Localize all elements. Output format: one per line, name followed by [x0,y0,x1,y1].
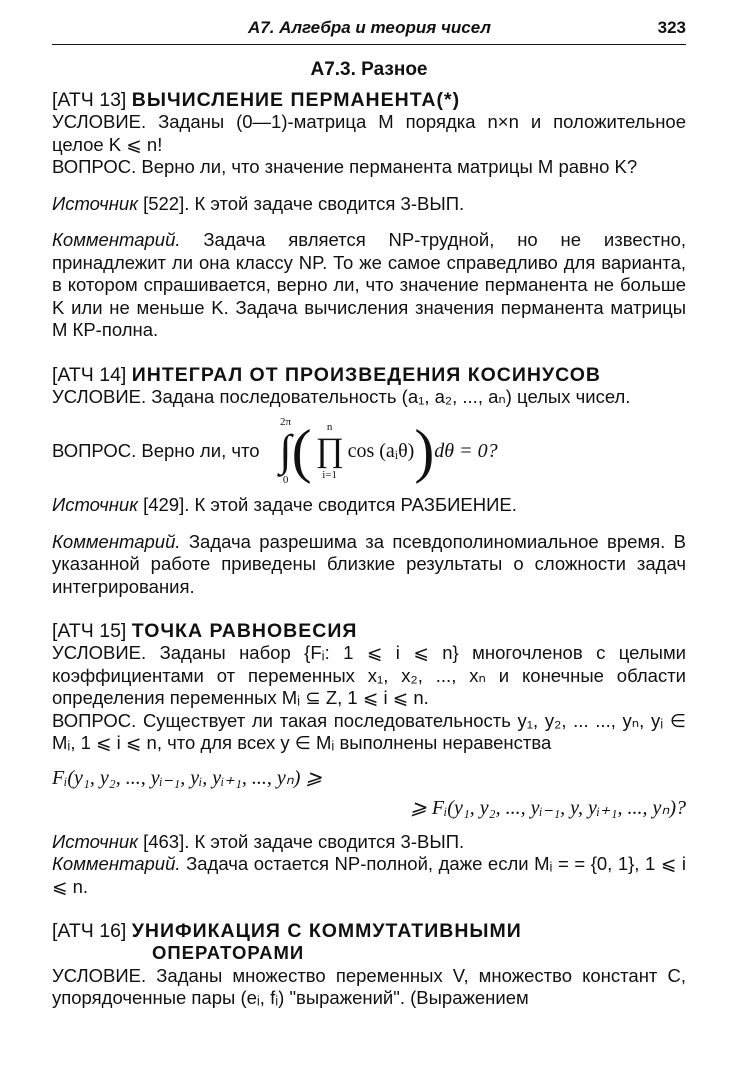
integral-lower-limit: 0 [282,474,289,486]
product-sign: n ∏ i=1 [315,421,344,481]
problem-14-condition: УСЛОВИЕ. Задана последовательность (a₁, a₂, ..., aₙ) целых чисел. [52,385,631,407]
problem-15-title: ТОЧКА РАВНОВЕСИЯ [131,620,358,642]
book-page [52,14,686,1010]
problem-15-heading [52,620,686,642]
problem-14-source [52,494,686,517]
problem-13-comment [52,229,686,342]
problem-16-title-line-2-row [52,942,686,965]
problem-15-question: ВОПРОС. Существует ли такая последовательность y₁, y₂, ... ..., yₙ, yᵢ ∈ Mᵢ, 1 ⩽ i ⩽ n, что для всех y ∈ Mᵢ выполнены неравенства [52,709,686,753]
integral-sign: 2π ∫ 0 [279,416,292,486]
product-upper-limit: n [326,421,333,433]
integrand: cos (aᵢθ) [347,439,415,462]
comment-label: Комментарий. [52,853,181,874]
formula-tail: dθ = 0? [434,439,498,462]
running-title: А7. Алгебра и теория чисел [248,18,491,37]
question-text: ВОПРОС. Верно ли, что [52,439,260,461]
comment-text: Задача является NP-трудной, но не известно, принадлежит ли она классу NP. То же самое справедливо для варианта, в котором спрашивается, верно ли, что значение перманента не больше K или не меньше K. Задача вычисления значения перманента матрицы M КР-полна. [52,229,686,340]
problem-16-condition: УСЛОВИЕ. Заданы множество переменных V, множество констант C, упорядоченные пары (eᵢ, fᵢ) "выражений". (Выражением [52,964,686,1008]
problem-16-heading [52,920,686,942]
page-number: 323 [657,18,686,37]
problem-13-title: ВЫЧИСЛЕНИЕ ПЕРМАНЕНТА(*) [131,89,461,111]
source-text: [429]. К этой задаче сводится РАЗБИЕНИЕ. [137,494,517,515]
problem-13-condition: УСЛОВИЕ. Заданы (0—1)-матрица M порядка n×n и положительное целое K ⩽ n! [52,111,686,155]
problem-16-title-line-1: УНИФИКАЦИЯ С КОММУТАТИВНЫМИ [131,920,522,942]
problem-13-source [52,193,686,216]
source-label: Источник [52,830,138,852]
problem-14-comment [52,531,686,599]
problem-13-code: [АТЧ 13] [52,89,127,111]
integral-formula: 2π ∫ 0 ( n ∏ i=1 cos (aᵢθ) ) dθ = 0? [279,416,498,486]
problem-15-source [52,831,686,854]
problem-14-code: [АТЧ 14] [52,363,127,386]
problem-14-heading [52,364,686,386]
inequality-line-1: Fᵢ(y₁, y₂, ..., yᵢ₋₁, yᵢ, yᵢ₊₁, ..., yₙ) ⩾ [52,766,323,789]
problem-16-code: [АТЧ 16] [52,920,127,942]
problem-13-question: ВОПРОС. Верно ли, что значение перманента матрицы M равно K? [52,156,638,177]
source-label: Источник [52,192,138,214]
problem-13-heading [52,89,686,111]
problem-15-comment [52,853,686,898]
integral-upper-limit: 2π [280,416,292,428]
problem-15-condition: УСЛОВИЕ. Заданы набор {Fᵢ: 1 ⩽ i ⩽ n} многочленов с целыми коэффициентами от переменных x₁, x₂, ..., xₙ и конечные области определения переменных Mᵢ ⊆ Z, 1 ⩽ i ⩽ n. [52,642,686,708]
source-text: [463]. К этой задаче сводится 3-ВЫП. [137,830,465,852]
section-title: А7.3. Разное [310,59,428,80]
comment-label: Комментарий. [52,530,181,552]
problem-15-code: [АТЧ 15] [52,620,127,642]
problem-16-title-line-2: ОПЕРАТОРАМИ [152,942,305,963]
problem-14-question [52,408,686,494]
source-label: Источник [52,494,138,515]
comment-text: Задача остается NP-полной, даже если Mᵢ = = {0, 1}, 1 ⩽ i ⩽ n. [52,853,686,897]
inequality-line-2: ⩾ Fᵢ(y₁, y₂, ..., yᵢ₋₁, y, yᵢ₊₁, ..., yₙ)? [410,796,686,819]
problem-14-title: ИНТЕГРАЛ ОТ ПРОИЗВЕДЕНИЯ КОСИНУСОВ [131,363,601,386]
problem-15-inequality [52,763,686,823]
source-text: [522]. К этой задаче сводится 3-ВЫП. [137,192,465,214]
comment-label: Комментарий. [52,229,181,250]
comment-text: Задача разрешима за псевдополиномиальное время. В указанной работе приведены близкие результаты о сложности задач интегрирования. [52,530,686,597]
product-lower-limit: i=1 [322,469,337,481]
running-header [52,14,686,45]
